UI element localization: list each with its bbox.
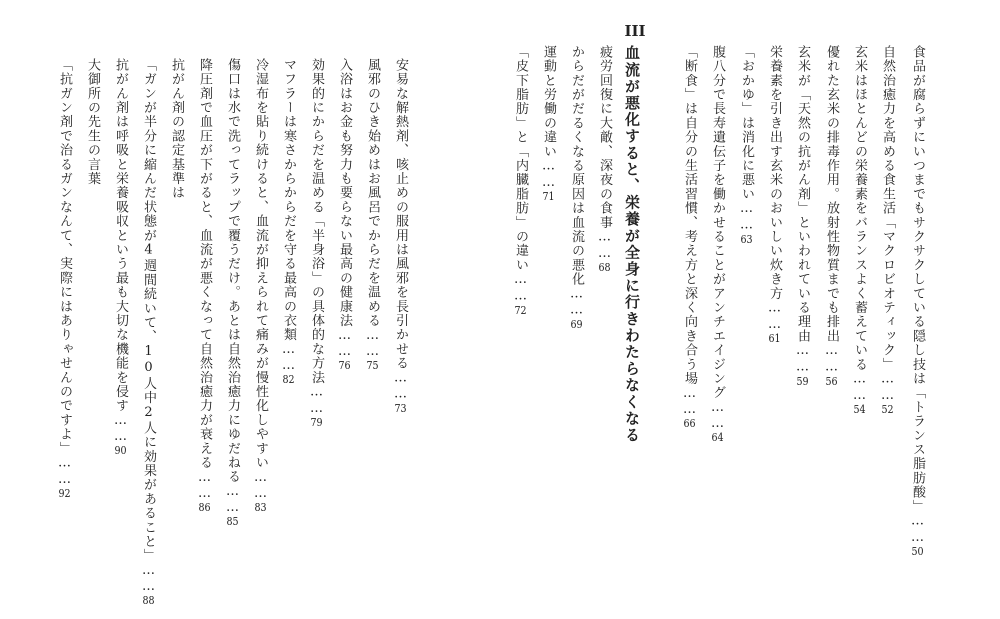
toc-page-number: 76 bbox=[338, 360, 351, 372]
toc-entry bbox=[910, 45, 924, 557]
toc-entry-text: 入浴はお金も努力も要らない最高の健康法…… bbox=[337, 58, 352, 361]
toc-entry-text: 「皮下脂肪」と「内臓脂肪」の違い…… bbox=[513, 45, 528, 305]
toc-entry bbox=[197, 58, 211, 513]
toc-entry bbox=[225, 58, 239, 527]
toc-entry bbox=[337, 58, 351, 371]
toc-page-number: 86 bbox=[198, 502, 211, 514]
toc-entry bbox=[141, 58, 155, 606]
toc-entry-text: 玄米が「天然の抗がん剤」といわれている理由…… bbox=[795, 45, 810, 376]
toc-page-number: 59 bbox=[796, 375, 809, 387]
toc-entry bbox=[710, 45, 724, 443]
toc-page-number: 68 bbox=[598, 262, 611, 273]
toc-entry bbox=[541, 45, 555, 202]
toc-entry bbox=[824, 45, 838, 387]
toc-entry bbox=[682, 45, 696, 429]
toc-entry-text: からだがだるくなる原因は血流の悪化…… bbox=[569, 45, 584, 319]
toc-entry-text: 玄米はほとんどの栄養素をバランスよく蓄えている…… bbox=[852, 45, 867, 404]
toc-entry-text: 「おかゆ」は消化に悪い…… bbox=[739, 45, 754, 234]
toc-page-number: 66 bbox=[683, 418, 696, 430]
toc-entry-text: 効果的にからだを温める「半身浴」の具体的な方法…… bbox=[309, 58, 324, 417]
toc-page-number: 54 bbox=[853, 404, 866, 415]
toc-page-number: 90 bbox=[114, 445, 127, 457]
toc-entry bbox=[309, 58, 323, 428]
toc-entry-text: 風邪のひき始めはお風呂でからだを温める…… bbox=[365, 58, 380, 361]
toc-entry bbox=[852, 45, 866, 415]
toc-entry-text: 傷口は水で洗ってラップで覆うだけ。あとは自然治癒力にゆだねる…… bbox=[225, 58, 240, 517]
toc-entry-text: 降圧剤で血圧が下がると、血流が悪くなって自然治癒力が衰える…… bbox=[197, 58, 212, 503]
toc-entry bbox=[393, 58, 407, 414]
toc-entry bbox=[169, 58, 183, 200]
toc-page-number: 83 bbox=[254, 502, 267, 514]
toc-entry-text: 自然治癒力を高める食生活「マクロビオティック」…… bbox=[880, 45, 895, 404]
toc-entry-text: 「ガンが半分に縮んだ状態が4週間続いて、10人中2人に効果があること」…… bbox=[141, 58, 156, 596]
toc-page-number: 63 bbox=[740, 233, 753, 245]
toc-page-number: 61 bbox=[768, 333, 781, 344]
toc-entry bbox=[57, 58, 71, 499]
toc-page-number: 56 bbox=[825, 375, 838, 387]
toc-entry-text: マフラーは寒さからからだを守る最高の衣類…… bbox=[281, 58, 296, 375]
toc-entry-text: 優れた玄米の排毒作用。放射性物質までも排出…… bbox=[824, 45, 839, 376]
toc-page-number: 88 bbox=[142, 595, 155, 607]
toc-page-number: 82 bbox=[282, 374, 295, 386]
toc-entry bbox=[795, 45, 809, 387]
toc-entry-text: 「断食」は自分の生活習慣、考え方と深く向き合う場…… bbox=[682, 45, 697, 419]
toc-entry bbox=[253, 58, 267, 513]
toc-page-number: 73 bbox=[394, 402, 407, 414]
toc-entry bbox=[281, 58, 295, 385]
toc-entry bbox=[113, 58, 127, 456]
toc-entry-text: 運動と労働の違い…… bbox=[541, 45, 556, 191]
toc-entry bbox=[513, 45, 527, 316]
toc-page-number: 72 bbox=[514, 304, 527, 316]
toc-entry-text: 抗がん剤の認定基準は bbox=[169, 58, 184, 200]
toc-page-number: 79 bbox=[310, 417, 323, 428]
toc-page-number: 64 bbox=[711, 432, 724, 444]
toc-page-number: 71 bbox=[542, 191, 555, 202]
toc-entry bbox=[85, 58, 99, 186]
toc-entry-text: 安易な解熱剤、咳止めの服用は風邪を長引かせる…… bbox=[393, 58, 408, 403]
toc-entry-text: 抗がん剤は呼吸と栄養吸収という最も大切な機能を侵す…… bbox=[113, 58, 128, 446]
toc-entry-text: 冷湿布を貼り続けると、血流が抑えられて痛みが慢性化しやすい…… bbox=[253, 58, 268, 503]
section-numeral: III bbox=[624, 22, 646, 40]
toc-page-number: 52 bbox=[881, 404, 894, 415]
toc-entry-text: 「抗ガン剤で治るガンなんて、実際にはありゃせんのですよ」…… bbox=[57, 58, 72, 488]
toc-entry bbox=[597, 45, 611, 273]
toc-entry-text: 食品が腐らずにいつまでもサクサクしている隠し技は「トランス脂肪酸」…… bbox=[910, 45, 925, 546]
toc-page-number: 85 bbox=[226, 516, 239, 528]
toc-entry bbox=[880, 45, 894, 415]
toc-entry-text: 疲労回復に大敵、深夜の食事…… bbox=[597, 45, 612, 262]
toc-entry bbox=[365, 58, 379, 371]
section-heading: 血流が悪化すると、栄養が全身に行きわたらなくなる bbox=[623, 45, 641, 444]
toc-entry-text: 腹八分で長寿遺伝子を働かせることがアンチエイジング…… bbox=[710, 45, 725, 433]
toc-entry bbox=[767, 45, 781, 344]
toc-entry bbox=[739, 45, 753, 245]
toc-entry-text: 栄養素を引き出す玄米のおいしい炊き方…… bbox=[767, 45, 782, 333]
toc-entry bbox=[569, 45, 583, 330]
toc-page-number: 50 bbox=[911, 546, 924, 557]
toc-page-number: 69 bbox=[570, 318, 583, 330]
toc-page-number: 92 bbox=[58, 488, 71, 499]
toc-page-number: 75 bbox=[366, 360, 379, 372]
toc-entry-text: 大御所の先生の言葉 bbox=[85, 58, 100, 186]
